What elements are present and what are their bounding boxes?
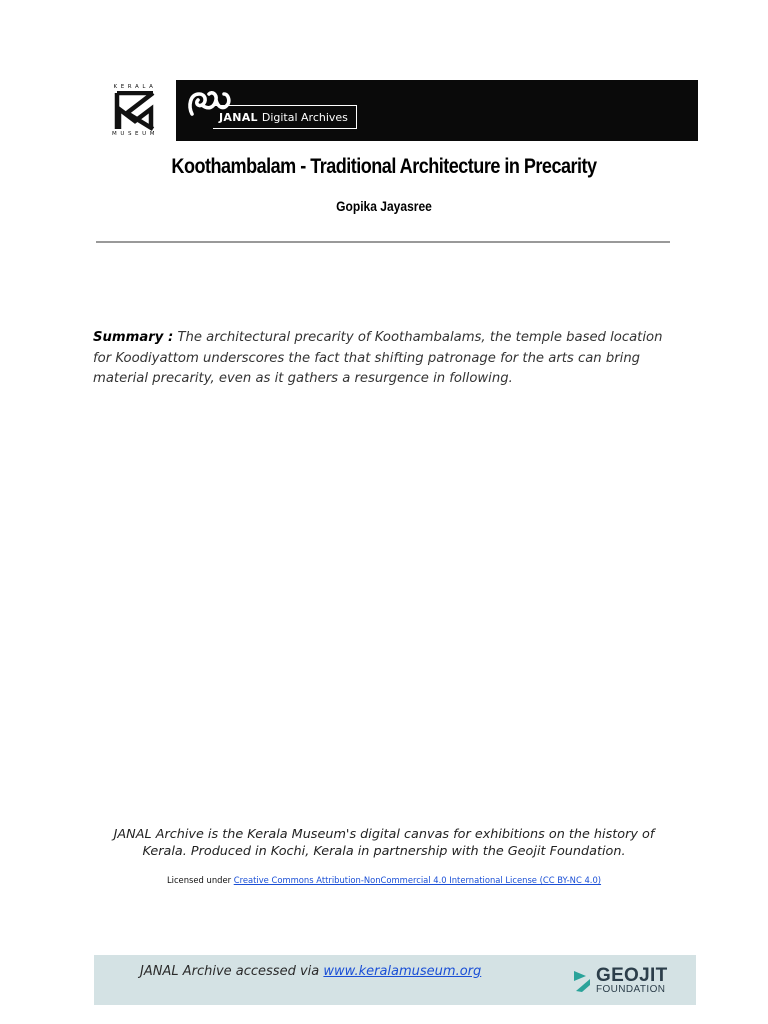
banner-brand: JANAL (219, 110, 258, 124)
license-line (0, 875, 768, 885)
geojit-foundation-logo (572, 965, 682, 997)
km-monogram-icon (113, 91, 157, 131)
geojit-arrow-icon (572, 967, 594, 995)
summary-paragraph (93, 328, 669, 390)
document-title: Koothambalam - Traditional Architecture in Precarity (171, 155, 597, 178)
license-prefix: Licensed under (166, 875, 232, 885)
license-link[interactable]: Creative Commons Attribution-NonCommercial 4.0 International License (CC BY-NC 4.0) (233, 875, 602, 885)
kerala-museum-logo (112, 84, 158, 140)
partner-sub: FOUNDATION (596, 984, 666, 995)
summary-text: The architectural precarity of Koothambalams, the temple based location for Koodiyattom underscores the fact that shifting patronage for the arts can bring material precarity, even as it gathers a resurgence in following. (93, 330, 663, 386)
document-author: Gopika Jayasree (336, 198, 432, 214)
summary-label: Summary : (93, 330, 174, 345)
partner-name: GEOJIT (596, 965, 668, 986)
title-divider (96, 241, 670, 243)
logo-top-text: KERALA (113, 84, 157, 90)
footer-band (94, 955, 696, 1005)
accessed-text: JANAL Archive accessed via (140, 964, 320, 979)
keralamuseum-link[interactable]: www.keralamuseum.org (323, 964, 482, 979)
janal-banner (176, 80, 698, 141)
janal-digital-archives-label (213, 105, 357, 129)
logo-bottom-text: MUSEUM (112, 131, 159, 137)
banner-label: Digital Archives (261, 110, 348, 124)
accessed-via-line (140, 964, 481, 979)
archive-description: JANAL Archive is the Kerala Museum's digital canvas for exhibitions on the history of Kerala. Produced in Kochi, Kerala in partnership with the Geojit Foundation. (113, 827, 655, 859)
